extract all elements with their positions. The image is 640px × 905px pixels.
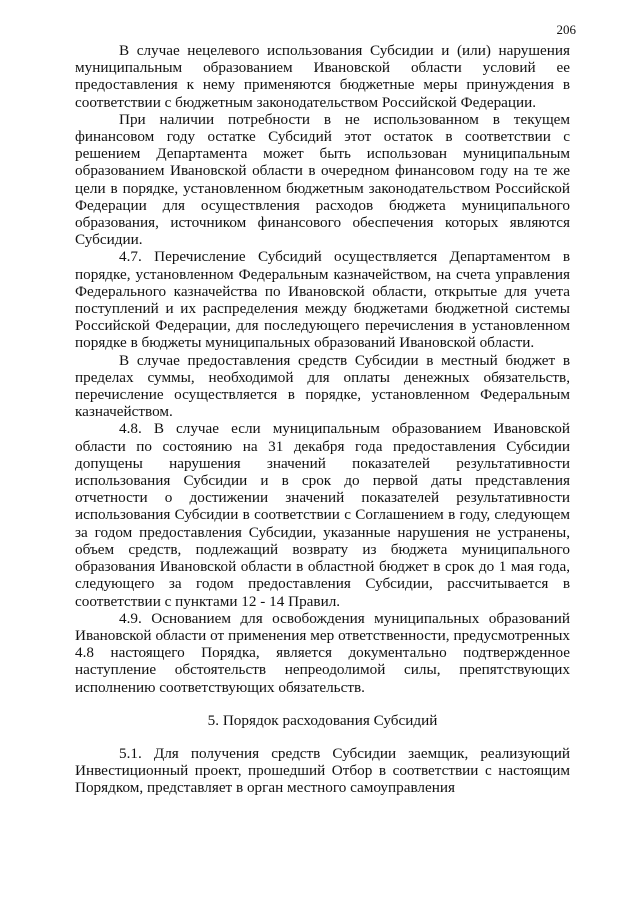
section-heading: 5. Порядок расходования Субсидий <box>207 711 438 729</box>
paragraph-4-7: 4.7. Перечисление Субсидий осуществляется Департаментом в порядке, установленном Федеральным казначейством, на счета управления Федерального казначейства по Ивановской области, открытые для учета поступлений и их распределения между бюджетами бюджетной системы Российской Федерации, для последующего перечисления в установленном порядке в бюджеты муниципальных образований Ивановской области. <box>75 248 570 352</box>
paragraph-4-8: 4.8. В случае если муниципальным образованием Ивановской области по состоянию на 31 декабря года предоставления Субсидии допущены нарушения значений показателей результативности использования Субсидии и в срок до первой даты представления отчетности о достижении значений показателей результативности использования Субсидии в соответствии с Соглашением в году, следующем за годом предоставления Субсидии, указанные нарушения не устранены, объем средств, подлежащий возврату из бюджета муниципального образования Ивановской области в областной бюджет в срок до 1 мая года, следующего за годом предоставления Субсидии, рассчитывается в соответствии с пунктами 12 - 14 Правил. <box>75 420 570 610</box>
paragraph-unused-balance: При наличии потребности в не использованном в текущем финансовом году остатке Субсидий этот остаток в соответствии с решением Департамента может быть использован муниципальным образованием Ивановской области в очередном финансовом году на те же цели в порядке, установленном бюджетным законодательством Российской Федерации для осуществления расходов бюджета муниципального образования, источником финансового обеспечения которых являются Субсидии. <box>75 110 570 249</box>
paragraph-local-budget: В случае предоставления средств Субсидии в местный бюджет в пределах суммы, необходимой для оплаты денежных обязательств, перечисление осуществляется в порядке, установленном Федеральным казначейством. <box>75 351 570 421</box>
paragraph-5-1: 5.1. Для получения средств Субсидии заемщик, реализующий Инвестиционный проект, прошедший Отбор в соответствии с настоящим Порядком, представляет в орган местного самоуправления <box>75 744 570 797</box>
document-body <box>75 42 570 797</box>
paragraph-4-9: 4.9. Основанием для освобождения муниципальных образований Ивановской области от применения мер ответственности, предусмотренных 4.8 настоящего Порядка, является документально подтвержденное наступление обстоятельств непреодолимой силы, препятствующих исполнению соответствующих обязательств. <box>75 609 570 696</box>
paragraph-misuse: В случае нецелевого использования Субсидии и (или) нарушения муниципальным образованием Ивановской области условий ее предоставления к нему применяются бюджетные меры принуждения в соответствии с бюджетным законодательством Российской Федерации. <box>75 42 570 111</box>
page-number: 206 <box>556 22 576 37</box>
